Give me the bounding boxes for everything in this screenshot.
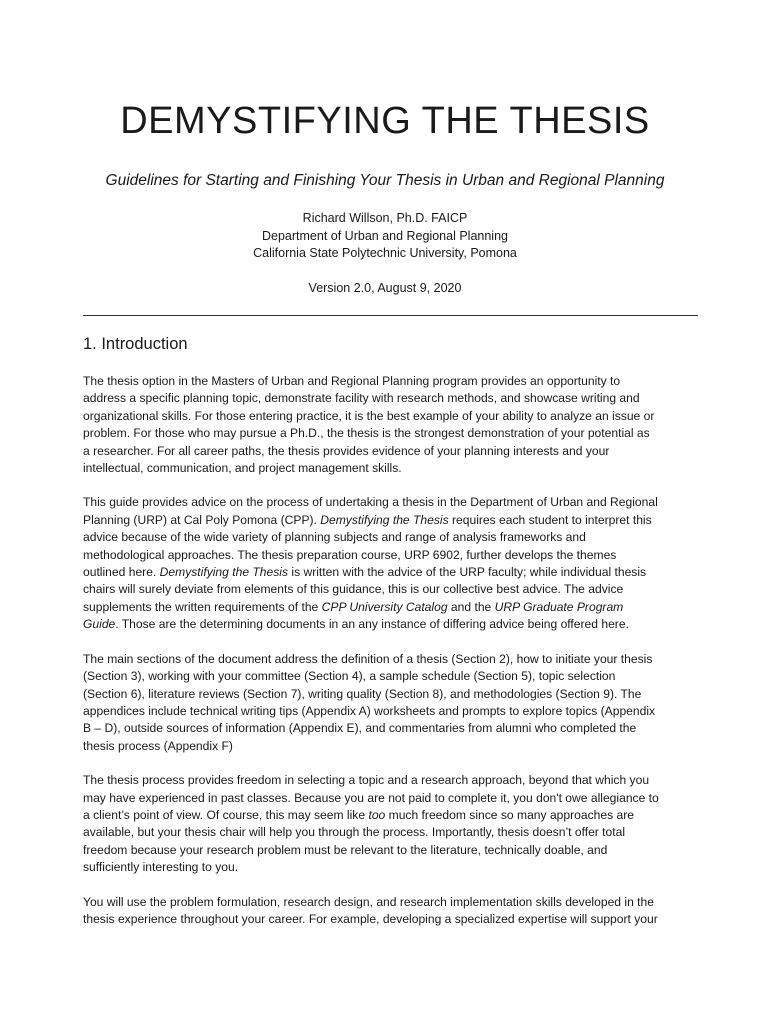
document-title: DEMYSTIFYING THE THESIS bbox=[120, 100, 650, 142]
text-line: may have experienced in past classes. Because you are not paid to complete it, you don't owe allegiance to bbox=[83, 790, 659, 805]
text-line: (Section 6), literature reviews (Section 7), writing quality (Section 8), and methodologies (Section 9). The bbox=[83, 686, 642, 701]
text-line: intellectual, communication, and project management skills. bbox=[83, 461, 402, 476]
version-line: Version 2.0, August 9, 2020 bbox=[308, 281, 462, 295]
text-line: organizational skills. For those entering practice, it is the best example of your ability to analyze an issue or bbox=[83, 408, 655, 423]
section-body bbox=[83, 373, 693, 945]
author-name: Richard Willson, Ph.D. FAICP bbox=[302, 211, 468, 225]
text-line: advice because of the wide variety of planning subjects and range of analysis frameworks and bbox=[83, 530, 586, 545]
text-line: a researcher. For all career paths, the thesis provides evidence of your planning interests and your bbox=[83, 443, 610, 458]
italic-title: Demystifying the Thesis bbox=[159, 565, 289, 580]
text-line: The main sections of the document address the definition of a thesis (Section 2), how to initiate your thesis bbox=[83, 651, 653, 666]
text-run: is written with the advice of the URP faculty; while individual thesis bbox=[288, 565, 647, 580]
text-line: address a specific planning topic, demonstrate facility with research methods, and showcase writing and bbox=[83, 391, 640, 406]
text-line: chairs will surely deviate from elements of this guidance, this is our collective best advice. The advice bbox=[83, 582, 624, 597]
text-run: outlined here. bbox=[83, 565, 160, 580]
author-block bbox=[0, 210, 770, 263]
italic-title: Guide bbox=[83, 617, 116, 632]
text-line: sufficiently interesting to you. bbox=[83, 860, 239, 875]
paragraph-4 bbox=[83, 772, 693, 876]
text-run: requires each student to interpret this bbox=[448, 512, 652, 527]
text-line bbox=[83, 512, 693, 529]
text-line: You will use the problem formulation, research design, and research implementation skills developed in the bbox=[83, 894, 654, 909]
text-run: much freedom since so many approaches are bbox=[385, 807, 634, 822]
text-line bbox=[83, 564, 693, 581]
author-department: Department of Urban and Regional Planning bbox=[262, 228, 508, 243]
text-line bbox=[83, 616, 693, 633]
text-line: The thesis option in the Masters of Urban and Regional Planning program provides an opportunity to bbox=[83, 374, 621, 388]
text-line: available, but your thesis chair will help you through the process. Importantly, thesis doesn’t offer total bbox=[83, 825, 626, 840]
text-run: supplements the written requirements of the bbox=[83, 599, 322, 614]
italic-title: Demystifying the Thesis bbox=[320, 512, 449, 527]
text-line bbox=[83, 807, 693, 824]
section-heading-introduction: 1. Introduction bbox=[83, 335, 188, 353]
text-line: appendices include technical writing tips (Appendix A) worksheets and prompts to explore topics (Appendix bbox=[83, 703, 656, 718]
italic-title: CPP University Catalog bbox=[321, 599, 448, 614]
text-run: Planning (URP) at Cal Poly Pomona (CPP). bbox=[83, 512, 321, 527]
paragraph-1 bbox=[83, 373, 693, 477]
text-line: This guide provides advice on the process of undertaking a thesis in the Department of Urban and Regional bbox=[83, 495, 658, 510]
paragraph-5 bbox=[83, 894, 693, 929]
paragraph-3 bbox=[83, 651, 693, 755]
italic-emphasis: too bbox=[368, 807, 386, 822]
text-run: . Those are the determining documents in an any instance of differing advice being offered here. bbox=[115, 617, 629, 632]
text-line: B – D), outside sources of information (Appendix E), and commentaries from alumni who completed the bbox=[83, 721, 637, 736]
text-line: The thesis process provides freedom in selecting a topic and a research approach, beyond that which you bbox=[83, 773, 650, 788]
text-line: thesis experience throughout your career. For example, developing a specialized expertise will support your bbox=[83, 911, 658, 926]
paragraph-2 bbox=[83, 494, 693, 633]
author-university: California State Polytechnic University, Pomona bbox=[253, 246, 517, 260]
document-subtitle: Guidelines for Starting and Finishing Your Thesis in Urban and Regional Planning bbox=[105, 172, 665, 189]
italic-title: URP Graduate Program bbox=[494, 599, 624, 614]
text-line: freedom because your research problem must be relevant to the literature, technically doable, and bbox=[83, 842, 608, 857]
text-line: (Section 3), working with your committee (Section 4), a sample schedule (Section 5), topic selection bbox=[83, 669, 616, 684]
text-run: and the bbox=[447, 599, 495, 614]
horizontal-divider bbox=[83, 315, 698, 316]
text-run: a client’s point of view. Of course, this may seem like bbox=[83, 807, 369, 822]
text-line: methodological approaches. The thesis preparation course, URP 6902, further develops the themes bbox=[83, 547, 617, 562]
text-line: problem. For those who may pursue a Ph.D., the thesis is the strongest demonstration of your potential as bbox=[83, 426, 650, 441]
text-line bbox=[83, 599, 693, 616]
text-line: thesis process (Appendix F) bbox=[83, 738, 233, 753]
